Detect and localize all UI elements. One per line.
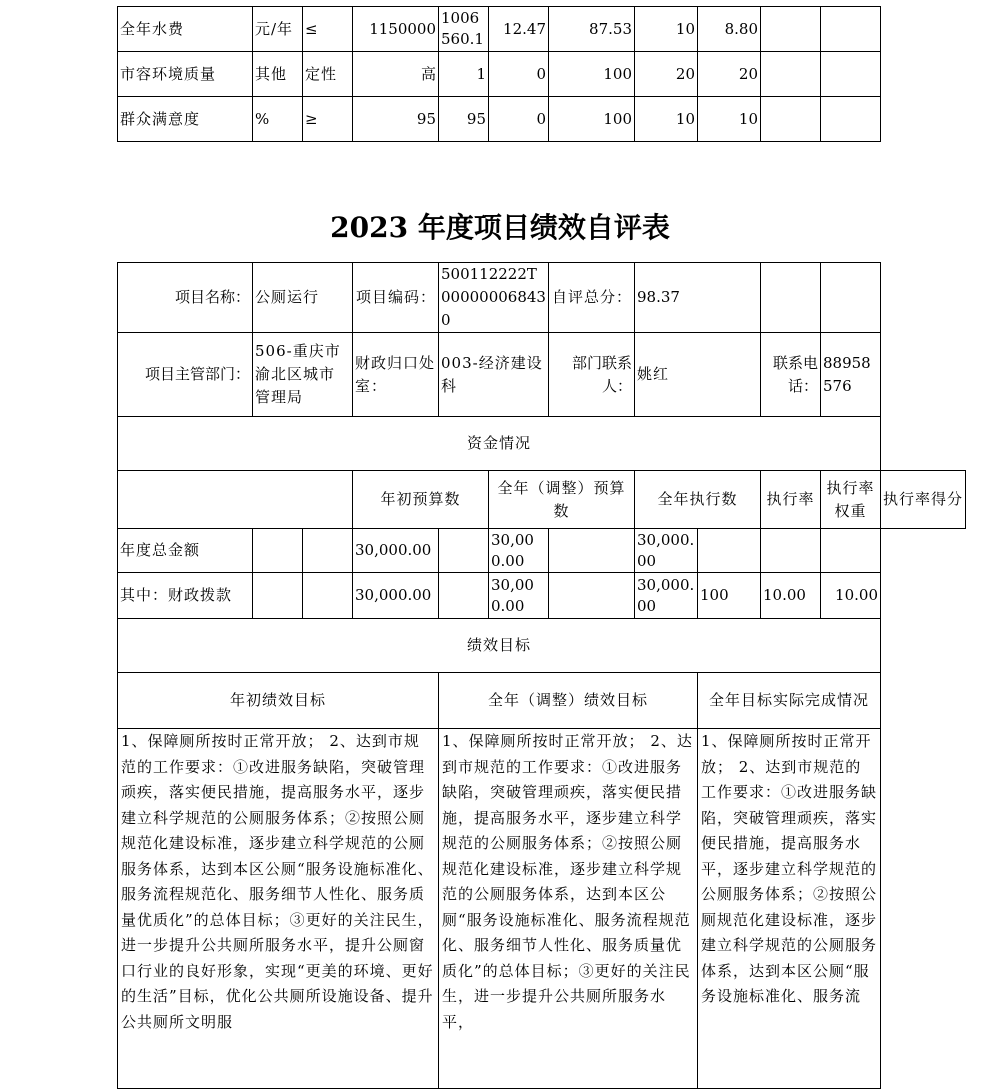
phone-value: 88958576 [821,333,881,417]
header-adjusted-budget: 全年（调整）预算数 [489,471,635,529]
project-code-label: 项目编码： [353,263,439,333]
phone-label: 联系电话： [761,333,821,417]
indicator-operator: 定性 [303,52,353,97]
indicator-rate: 87.53 [549,7,635,52]
empty-cell [761,263,821,333]
empty-cell [761,529,821,573]
empty-cell [549,573,635,619]
self-evaluation-table [117,262,966,1089]
total-initial-value: 30,000.00 [353,529,439,573]
indicator-operator: ≤ [303,7,353,52]
fiscal-appropriation-label: 其中：财政拨款 [118,573,253,619]
department-info-row [118,333,966,417]
adjusted-goal-text: 1、保障厕所按时正常开放； 2、达到市规范的工作要求：①改进服务缺陷，突破管理顽疾，落实便民措施，提高服务水平，逐步建立科学规范的公厕服务体系；②按照公厕规范化建设标准，逐步建立科学规范的公厕服务体系，达到本区公厕“服务设施标准化、服务流程规范化、服务细节人性化、服务质量优质化”的总体目标；③更好的关注民生，进一步提升公共厕所服务水平， [439,729,698,1089]
empty-cell [698,529,761,573]
empty-cell [439,529,489,573]
empty-cell [439,573,489,619]
indicator-target: 高 [353,52,439,97]
goals-section-row [118,619,966,673]
project-code-value: 500112222T000000068430 [439,263,549,333]
fiscal-execution-rate: 100 [698,573,761,619]
indicator-row [118,97,881,142]
indicator-score: 10 [698,97,761,142]
fiscal-adjusted-value: 30,000.00 [489,573,549,619]
contact-value: 姚红 [635,333,761,417]
empty-cell [118,471,353,529]
empty-cell [303,573,353,619]
indicator-deviation: 0 [489,52,549,97]
header-rate-score: 执行率得分 [881,471,966,529]
empty-cell [821,97,881,142]
initial-goal-text: 1、保障厕所按时正常开放； 2、达到市规范的工作要求：①改进服务缺陷，突破管理顽疾，落实便民措施，提高服务水平，逐步建立科学规范的公厕服务体系；②按照公厕规范化建设标准，逐步建立科学规范的公厕服务体系，达到本区公厕“服务设施标准化、服务流程规范化、服务细节人性化、服务质量优质化”的总体目标；③更好的关注民生，进一步提升公共厕所服务水平，提升公厕窗口行业的良好形象，实现“更美的环境、更好的生活”目标，优化公共厕所设施设备、提升公共厕所文明服 [118,729,439,1089]
indicator-actual: 1006560.1 [439,7,489,52]
goals-content-row [118,729,966,1089]
self-score-label: 自评总分： [549,263,635,333]
funds-section-row [118,417,966,471]
header-initial-goal: 年初绩效目标 [118,673,439,729]
empty-cell [761,97,821,142]
indicator-unit: 元/年 [253,7,303,52]
empty-cell [821,529,881,573]
indicator-name: 全年水费 [118,7,253,52]
total-amount-label: 年度总金额 [118,529,253,573]
indicator-name: 群众满意度 [118,97,253,142]
project-info-row [118,263,966,333]
header-actual-completion: 全年目标实际完成情况 [698,673,881,729]
contact-label: 部门联系人： [549,333,635,417]
funds-fiscal-row [118,573,966,619]
empty-cell [821,7,881,52]
project-name-value: 公厕运行 [253,263,353,333]
indicator-weight: 10 [635,7,698,52]
header-initial-budget: 年初预算数 [353,471,489,529]
indicator-row [118,52,881,97]
self-score-value: 98.37 [635,263,761,333]
header-executed: 全年执行数 [635,471,761,529]
indicator-deviation: 12.47 [489,7,549,52]
header-rate-weight: 执行率权重 [821,471,881,529]
goals-header-row [118,673,966,729]
indicator-actual: 1 [439,52,489,97]
indicator-unit: 其他 [253,52,303,97]
header-adjusted-goal: 全年（调整）绩效目标 [439,673,698,729]
finance-office-value: 003-经济建设科 [439,333,549,417]
empty-cell [303,529,353,573]
fiscal-rate-score: 10.00 [821,573,881,619]
empty-cell [253,529,303,573]
indicator-score: 8.80 [698,7,761,52]
empty-cell [761,7,821,52]
department-value: 506-重庆市渝北区城市管理局 [253,333,353,417]
empty-cell [761,52,821,97]
total-executed-value: 30,000.00 [635,529,698,573]
indicator-rate: 100 [549,52,635,97]
empty-cell [821,52,881,97]
funds-section-title: 资金情况 [118,417,881,471]
indicator-unit: % [253,97,303,142]
funds-header-row [118,471,966,529]
empty-cell [549,529,635,573]
funds-total-row [118,529,966,573]
indicator-rate: 100 [549,97,635,142]
indicator-name: 市容环境质量 [118,52,253,97]
indicator-table [117,6,881,142]
empty-cell [253,573,303,619]
goals-section-title: 绩效目标 [118,619,881,673]
project-name-label: 项目名称： [118,263,253,333]
department-label: 项目主管部门： [118,333,253,417]
indicator-weight: 20 [635,52,698,97]
finance-office-label: 财政归口处室： [353,333,439,417]
fiscal-executed-value: 30,000.00 [635,573,698,619]
indicator-deviation: 0 [489,97,549,142]
page-title: 2023 年度项目绩效自评表 [330,211,670,244]
fiscal-rate-weight: 10.00 [761,573,821,619]
total-adjusted-value: 30,000.00 [489,529,549,573]
indicator-weight: 10 [635,97,698,142]
indicator-row [118,7,881,52]
indicator-target: 95 [353,97,439,142]
fiscal-initial-value: 30,000.00 [353,573,439,619]
indicator-score: 20 [698,52,761,97]
actual-completion-text: 1、保障厕所按时正常开放； 2、达到市规范的工作要求：①改进服务缺陷，突破管理顽疾，落实便民措施，提高服务水平，逐步建立科学规范的公厕服务体系；②按照公厕规范化建设标准，逐步建立科学规范的公厕服务体系，达到本区公厕“服务设施标准化、服务流 [698,729,881,1089]
indicator-actual: 95 [439,97,489,142]
empty-cell [821,263,881,333]
header-execution-rate: 执行率 [761,471,821,529]
indicator-target: 1150000 [353,7,439,52]
indicator-operator: ≥ [303,97,353,142]
